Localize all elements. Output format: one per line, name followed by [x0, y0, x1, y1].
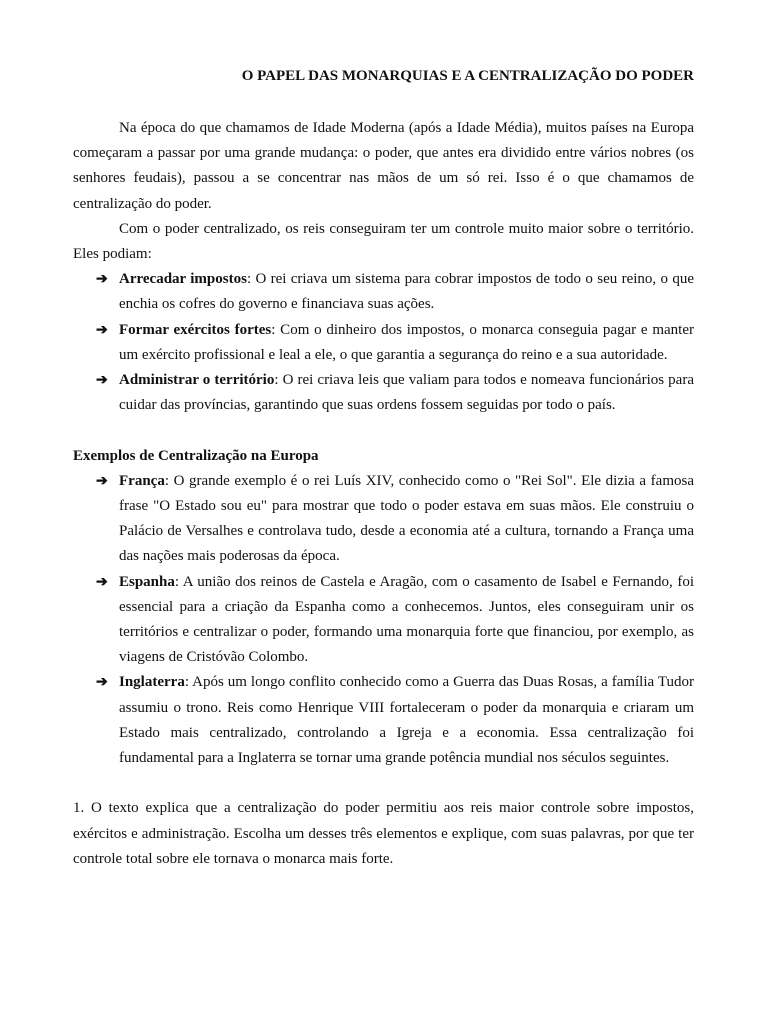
list-item	[96, 570, 694, 671]
list-item-text: : O rei criava leis que valiam para todos e nomeava funcionários para cuidar das províncias, garantindo que suas ordens fossem seguidas por todo o país.	[119, 372, 694, 414]
spacer	[73, 771, 694, 796]
arrow-bullet-icon: ➔	[96, 373, 108, 389]
arrow-bullet-icon: ➔	[96, 675, 108, 691]
document-title: O PAPEL DAS MONARQUIAS E A CENTRALIZAÇÃO DO PODER	[241, 68, 694, 84]
list-item	[96, 267, 694, 317]
list-item-text: : O rei criava um sistema para cobrar impostos de todo o seu reino, o que enchia os cofres do governo e financiava suas ações.	[119, 271, 694, 313]
list-item-text: : Com o dinheiro dos impostos, o monarca conseguia pagar e manter um exército profissional e leal a ele, o que garantia a segurança do reino e a sua autoridade.	[119, 321, 694, 363]
examples-list	[73, 469, 694, 771]
arrow-bullet-icon: ➔	[96, 272, 108, 288]
spacer	[73, 418, 694, 443]
powers-list	[73, 267, 694, 418]
list-item-term: Administrar o território	[119, 372, 275, 389]
list-item	[96, 670, 694, 771]
list-item-text: : O grande exemplo é o rei Luís XIV, conhecido como o "Rei Sol". Ele dizia a famosa frase "O Estado sou eu" para mostrar que todo o poder estava em suas mãos. Ele construiu o Palácio de Versalhes e controlava tudo, desde a economia até a cultura, tornando a França uma das nações mais poderosas da época.	[119, 472, 694, 565]
list-item	[96, 368, 694, 418]
list-item-term: França	[119, 472, 165, 489]
question-paragraph: 1. O texto explica que a centralização do poder permitiu aos reis maior controle sobre impostos, exércitos e administração. Escolha um desses três elementos e explique, com suas palavras, por que ter controle total sobre ele tornava o monarca mais forte.	[73, 800, 694, 867]
list-item-term: Inglaterra	[119, 674, 185, 691]
intro-paragraph-1: Na época do que chamamos de Idade Moderna (após a Idade Média), muitos países na Europa começaram a passar por uma grande mudança: o poder, que antes era dividido entre vários nobres (os senhores feudais), passou a se concentrar nas mãos de um só rei. Isso é o que chamamos de centralização do poder.	[73, 120, 694, 212]
arrow-bullet-icon: ➔	[96, 574, 108, 590]
list-item-term: Espanha	[119, 573, 175, 590]
arrow-bullet-icon: ➔	[96, 322, 108, 338]
list-item-term: Formar exércitos fortes	[119, 321, 272, 338]
list-item-term: Arrecadar impostos	[119, 271, 247, 288]
arrow-bullet-icon: ➔	[96, 473, 108, 489]
section-heading: Exemplos de Centralização na Europa	[73, 447, 319, 464]
spacer	[73, 87, 694, 116]
document-page	[73, 65, 694, 872]
list-item	[96, 469, 694, 570]
list-item	[96, 318, 694, 368]
intro-paragraph-2: Com o poder centralizado, os reis conseguiram ter um controle muito maior sobre o território. Eles podiam:	[73, 220, 694, 263]
list-item-text: : A união dos reinos de Castela e Aragão, com o casamento de Isabel e Fernando, foi essencial para a criação da Espanha como a conhecemos. Juntos, eles conseguiram unir os territórios e centralizar o poder, formando uma monarquia forte que financiou, por exemplo, as viagens de Cristóvão Colombo.	[119, 573, 694, 666]
list-item-text: : Após um longo conflito conhecido como a Guerra das Duas Rosas, a família Tudor assumiu o trono. Reis como Henrique VIII fortaleceram o poder da monarquia e criaram um Estado mais centralizado, controlando a Igreja e a economia. Essa centralização foi fundamental para a Inglaterra se tornar uma grande potência mundial nos séculos seguintes.	[119, 674, 694, 767]
